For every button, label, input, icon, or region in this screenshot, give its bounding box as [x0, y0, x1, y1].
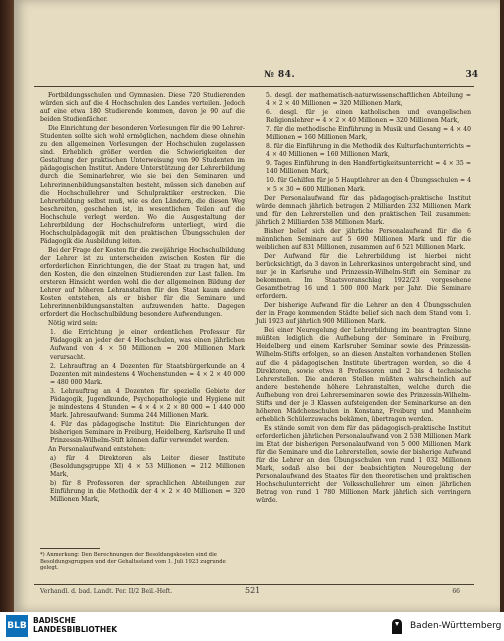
right-column-paragraph: 10. für Gehilfen für je 5 Hauptlehrer an den 4 Übungsschulen = 4 × 5 × 30 = 600 Millionen Mark.	[266, 177, 471, 193]
right-column-paragraph: Bei einer Neuregelung der Lehrerbildung im beantragten Sinne müßten lediglich die Aufhebung der Seminare in Freiburg, Heidelberg und einem Karlsruher Seminar sowie des Prinzessin-Wilhelm-Stifts erfolgen, so an diesen Anstalten vorhandenen Stellen auf die 4 pädagogischen Institute übertragen werden, so die 4 Direktoren, sowie etwa 8 Professoren und 2 bis 4 technische Lehrerstellen. Die anderen Stellen müßten wahrscheinlich auf andere bestehende höhere Lehranstalten, welche durch die Aufhebung von drei Lehrerseminaren sowie des Prinzessin-Wilhelm-Stifts und der je 3 Klassen aufsteigenden der Seminarkurse an den höheren Mädchenschulen in Konstanz, Freiburg und Mannheim erheblich Schülerzuwachs bekämen, übertragen werden.	[256, 327, 471, 423]
left-column-paragraph: 1. die Errichtung je einer ordentlichen Professur für Pädagogik an jeder der 4 Hochschulen, was einen jährlichen Aufwand von 4 × 50 Millionen = 200 Millionen Mark verursacht.	[50, 329, 245, 361]
right-column-paragraph: 8. für die Einführung in die Methodik des Kulturfachunterrichts = 4 × 40 Millionen = 160 Millionen Mark,	[266, 143, 471, 159]
issue-number: № 84.	[264, 70, 296, 80]
left-column-paragraph: Nötig wird sein:	[48, 320, 98, 328]
right-column-paragraph: Der Personalaufwand für das pädagogisch-praktische Institut würde demnach jährlich betragen 2 Milliarden 232 Millionen Mark und für den Lehrerstellen und den praktischen Teil zusammen: jährlich 2 Milliarden 538 Millionen Mark.	[256, 194, 471, 226]
footnote-rule	[40, 548, 100, 549]
right-column-paragraph: 7. für die methodische Einführung in Musik und Gesang = 4 × 40 Millionen = 160 Millionen Mark,	[266, 126, 471, 142]
right-column-paragraph: 9. Tages Einführung in den Handfertigkeitsunterricht = 4 × 35 = 140 Millionen Mark,	[266, 160, 471, 176]
page-header	[34, 70, 484, 84]
right-column-paragraph: 6. desgl. für je einen katholischen und evangelischen Religionslehrer = 4 × 2 × 40 Millionen = 320 Millionen Mark,	[266, 109, 471, 125]
footnote: *) Anmerkung: Den Berechnungen der Besoldungskosten sind die Besoldungsgruppen und der Gehaltsstand vom 1. Juli 1923 zugrunde gelegt.	[40, 552, 226, 572]
imprint-line: Verhandl. d. bad. Landt. Per. II/2 Beil.-Heft.	[40, 588, 173, 595]
blb-name-line2: LANDESBIBLIOTHEK	[33, 625, 118, 634]
header-rule	[34, 86, 474, 87]
right-column-paragraph: Es stände somit von dem für das pädagogisch-praktische Institut erforderlichen jährlichen Personalaufwand von 2 538 Millionen Mark im Etat der bisherigen Personalaufwand von 5 000 Millionen Mark für die Seminare und die Lehrerstellen, sowie der bisherige Aufwand für die Lehrer an den Übungsschulen von rund 1 032 Millionen Mark, sodaß also bei der beabsichtigten Neuregelung der Personalaufwand des Staates für den theoretischen und praktischen Hochschulunterricht der Volksschullehrer um einen jährlichen Betrag von rund 1 780 Millionen Mark jährlich sich verringern würde.	[256, 424, 471, 505]
right-column-paragraph: 5. desgl. der mathematisch-naturwissenschaftlichen Abteilung = 4 × 2 × 40 Millionen = 320 Millionen Mark,	[266, 92, 471, 108]
right-column	[256, 92, 471, 506]
left-column-paragraph: Bei der Frage der Kosten für die zweijährige Hochschulbildung der Lehrer ist zu unterscheiden zwischen Kosten für die erforderlichen Einrichtungen, die der Staat zu tragen hat, und den Kosten, die den einzelnen Studierenden zur Last fallen. Im ersteren Hinsicht werden wohl die der allgemeinen Bildung der Lehrer auf höheren Lehranstalten für den Staat kaum andere Kosten entstehen, als er bisher für die Seminare und Lehrerinnenbildungsanstalten aufzuwenden hatte. Dagegen erfordert die Hochschulbildung besondere Aufwendungen.	[40, 246, 245, 319]
page-number-top: 34	[465, 70, 478, 80]
page-number-bottom: 521	[245, 586, 261, 595]
bw-name: Baden-Württemberg	[410, 621, 502, 631]
blb-name	[33, 616, 117, 634]
blb-name-line1: BADISCHE	[33, 616, 76, 625]
left-column-paragraph: 3. Lehrauftrag an 4 Dozenten für spezielle Gebiete der Pädagogik, Jugendkunde, Psychopathologie und Hygiene mit je mindestens 4 Stunden = 4 × 4 × 2 × 80 000 = 1 440 000 Mark. Jahresaufwand: Summa 244 Millionen Mark.	[50, 387, 245, 419]
blb-logo: BLB	[6, 615, 28, 637]
bw-lion-icon	[388, 616, 406, 636]
left-column-paragraph: a) für 4 Direktoren als Leiter dieser Institute (Besoldungsgruppe XI) 4 × 53 Millionen = 212 Millionen Mark,	[50, 455, 245, 479]
left-column	[40, 92, 245, 505]
left-column-paragraph: 4. Für das pädagogische Institut: Die Einrichtungen der bisherigen Seminare in Freiburg, Heidelberg, Karlsruhe II und Prinzessin-Wilhelm-Stift können dafür verwendet werden.	[50, 420, 245, 444]
footer-rule	[34, 584, 474, 585]
left-column-paragraph: b) für 8 Professoren der sprachlichen Abteilungen zur Einführung in die Methodik der 4 × 2 × 40 Millionen = 320 Millionen Mark,	[50, 480, 245, 504]
left-column-paragraph: 2. Lehrauftrag an 4 Dozenten für Staatsbürgerkunde an 4 Dozenten mit mindestens 4 Wochenstunden = 4 × 2 × 40 000 = 480 000 Mark.	[50, 362, 245, 386]
right-column-paragraph: Der bisherige Aufwand für die Lehrer an den 4 Übungsschulen der in Frage kommenden Städte belief sich nach dem Stand vom 1. Juli 1923 auf jährlich 900 Millionen Mark.	[256, 302, 471, 326]
right-column-paragraph: Bisher belief sich der jährliche Personalaufwand für die 6 männlichen Seminare auf 5 690 Millionen Mark und für die weiblichen auf 831 Millionen, zusammen auf 6 521 Millionen Mark.	[256, 227, 471, 251]
right-column-paragraph: Der Aufwand für die Lehrerbildung ist hierbei nicht berücksichtigt, da 3 davon in Lehrerkasinos untergebracht sind, und nur je in Karlsruhe und Prinzessin-Wilhelm-Stift ein Seminar zu bekommen. Im Staatsvoranschlag 1922/23 vorgesehene Gesamtbetrag 16 und 1 500 000 Mark per Jahr. Die Seminare erfordern.	[256, 252, 471, 301]
left-column-paragraph: Fortbildungsschulen und Gymnasien. Diese 720 Studierenden würden sich auf die 4 Hochschulen des Landes verteilen. Jedoch auf eine etwa 180 Studierende kommen, davon je 90 auf die beiden Studienfächer.	[40, 92, 245, 124]
left-column-paragraph: Die Einrichtung der besonderen Vorlesungen für die 90 Lehrer-Studenten sollte sich wohl ermöglichen, nachdem diese ohnehin zu den allgemeinen Vorlesungen der Hochschulen zugelassen sind. Erheblich größer werden die Schwierigkeiten der Gestaltung der praktischen Unterweisung von 90 Studenten im pädagogischen Institut. Andere Unterstützung der Lehrerbildung durch die Seminarlehrer, wie sie bei den Seminaren und Lehrerinnenbildungsanstalten besteht, müssen sich daneben auf die Hochschullehrer und Schulpraktiker erstrecken. Die Lehrerbildung selbst muß, wie es den Ländern, die diesen Weg beschreiten, geschehen ist, in wesentlichen Teilen auf die Hochschule verlegt werden. Wo die Ausgestaltung der Lehrerbildung der Hochschulreform unterliegt, wird die Hochschulpädagogik mit den praktischen Übungsschulen der Pädagogik die Ausbildung leiten.	[40, 125, 246, 245]
left-column-paragraph: An Personalaufwand entstehen:	[48, 446, 147, 454]
signature-mark: 66	[452, 588, 460, 595]
